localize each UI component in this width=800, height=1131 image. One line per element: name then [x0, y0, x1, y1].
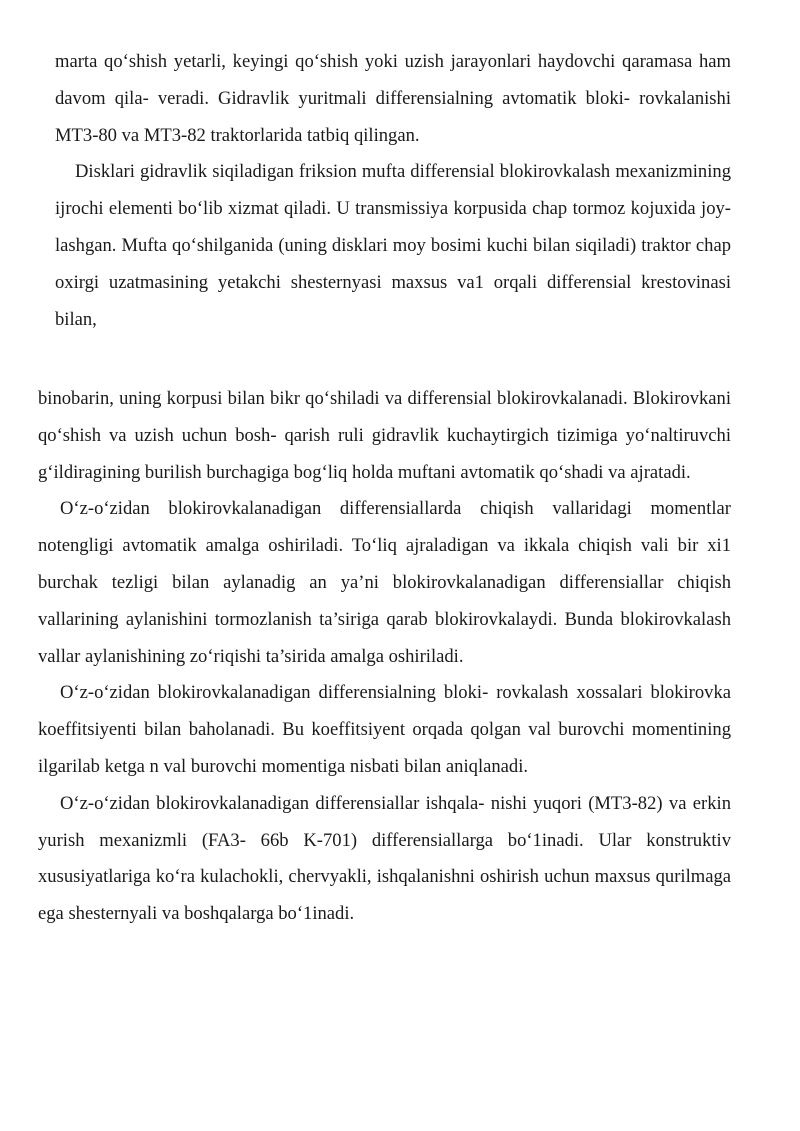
paragraph-self-locking-differentials: O‘z-o‘zidan blokirovkalanadigan differensiallarda chiqish vallaridagi momentlar notengligi avtomatik amalga oshiriladi. To‘liq ajraladigan va ikkala chiqish vali bir xi1 burchak tezligi bilan aylanadig an ya’ni blokirovkalanadigan differensiallar chiqish vallarining aylanishini tormozlanish ta’siriga qarab blokirovkalaydi. Bunda blokirovkalash vallar aylanishining zo‘riqishi ta’sirida amalga oshiriladi.: [38, 498, 731, 667]
paragraph-locking-coefficient: O‘z-o‘zidan blokirovkalanadigan differensialning bloki- rovkalash xossalari blokirovka koeffitsiyenti bilan baholanadi. Bu koeffitsiyent orqada qolgan val burovchi momentining ilgarilab ketga n val burovchi momentiga nisbati bilan aniqlanadi.: [38, 682, 731, 777]
paragraph-rigid-connection: binobarin, uning korpusi bilan bikr qo‘shiladi va differensial blokirovkalanadi. Blokirovkani qo‘shish va uzish uchun bosh- qarish ruli gidravlik kuchaytirgich tizimiga yo‘naltiruvchi g‘ildiragining burilish burchagiga bog‘liq holda muftani avtomatik qo‘shadi va ajratadi.: [38, 388, 731, 483]
paragraph-continuation: marta qo‘shish yetarli, keyingi qo‘shish yoki uzish jarayonlari haydovchi qaramasa ham davom qila- veradi. Gidravlik yuritmali differensialning avtomatik bloki- rovkalanishi MT3-80 va MT3-82 traktorlarida tatbiq qilingan.: [55, 51, 731, 146]
paragraph-friction-clutch: Disklari gidravlik siqiladigan friksion mufta differensial blokirovkalash mexanizmining ijrochi elementi bo‘lib xizmat qiladi. U transmissiya korpusida chap tormoz kojuxida joy- lashgan. Mufta qo‘shilganida (uning disklari moy bosimi kuchi bilan siqiladi) traktor chap oxirgi uzatmasining yetakchi shesternyasi maxsus va1 orqali differensial krestovinasi bilan,: [55, 161, 731, 330]
text-block-top: [55, 44, 731, 338]
paragraph-differential-types: O‘z-o‘zidan blokirovkalanadigan differensiallar ishqala- nishi yuqori (MT3-82) va erkin yurish mexanizmli (FA3- 66b K-701) differensiallarga bo‘1inadi. Ular konstruktiv xususiyatlariga ko‘ra kulachokli, chervyakli, ishqalanishni oshirish uchun maxsus qurilmaga ega shesternyali va boshqalarga bo‘1inadi.: [38, 792, 731, 925]
text-block-main: [38, 381, 731, 933]
